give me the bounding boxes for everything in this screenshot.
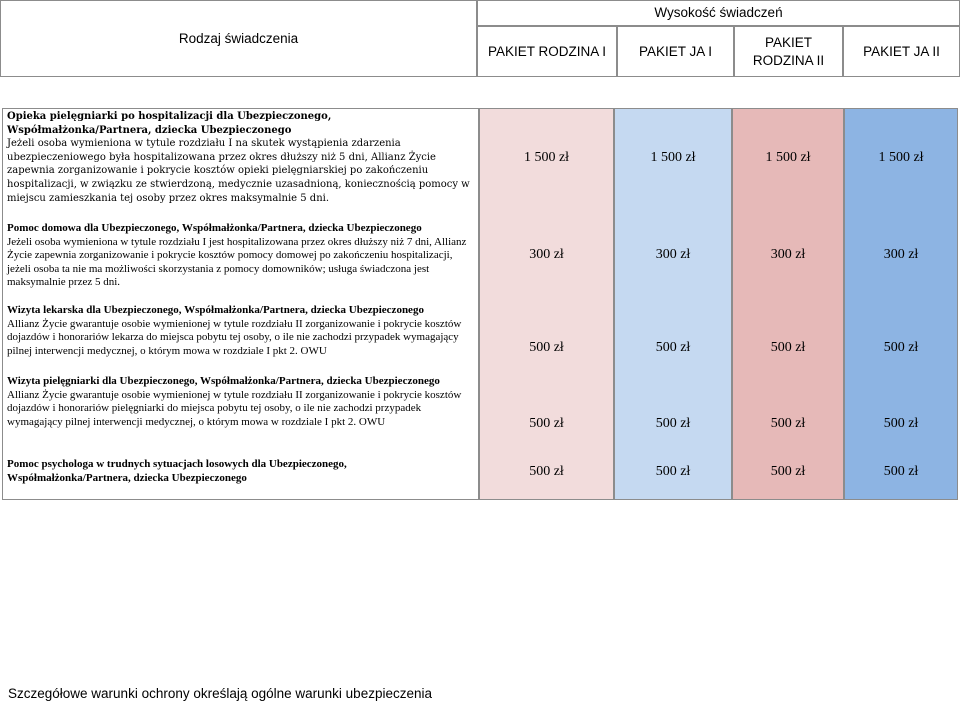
row-3-title: Wizyta lekarska dla Ubezpieczonego, Współmałżonka/Partnera, dziecka Ubezpieczonego: [7, 304, 424, 316]
row-3-text: [7, 304, 475, 358]
package-label-1: PAKIET RODZINA I: [487, 43, 607, 59]
footer-note: Szczegółowe warunki ochrony określają ogólne warunki ubezpieczenia: [8, 686, 432, 701]
row-2-text: [7, 222, 475, 290]
band-ja-2: [844, 108, 958, 500]
row-2-title: Pomoc domowa dla Ubezpieczonego, Współmałżonka/Partnera, dziecka Ubezpieczonego: [7, 222, 422, 234]
value-r3-c4: 500 zł: [883, 340, 919, 355]
band-rodzina-2: [732, 108, 844, 500]
package-label-3: PAKIET RODZINA II: [752, 34, 825, 68]
package-label-2: PAKIET JA I: [638, 43, 713, 59]
header-rodzaj: [0, 0, 477, 77]
band-rodzina-1: [479, 108, 614, 500]
value-r1-c3: 1 500 zł: [765, 150, 811, 165]
value-r3-c2: 500 zł: [655, 340, 691, 355]
band-ja-1: [614, 108, 732, 500]
row-1-desc: Jeżeli osoba wymieniona w tytule rozdziału I na skutek wystąpienia zdarzenia ubezpieczeniowego była hospitalizowana przez okres dłuższy niż 5 dni, Allianz Życie zapewnia zorganizowanie i pokrycie kosztów opieki pielęgniarskiej po zakończeniu hospitalizacji, w związku ze stwierdzoną, medycznie uzasadnioną, koniecznością pomocy w miejscu zamieszkania tej osoby przez okres maksymalnie 5 dni.: [7, 138, 470, 204]
row-1-text: [7, 110, 477, 205]
value-r4-c4: 500 zł: [883, 416, 919, 431]
value-r5-c2: 500 zł: [655, 464, 691, 479]
value-r2-c2: 300 zł: [655, 247, 691, 262]
package-header-3: [734, 26, 843, 77]
row-5-text: [7, 458, 475, 485]
row-4-title: Wizyta pielęgniarki dla Ubezpieczonego, Współmałżonka/Partnera, dziecka Ubezpieczonego: [7, 375, 440, 387]
header-wysokosc: [477, 0, 960, 26]
value-r2-c4: 300 zł: [883, 247, 919, 262]
row-1-title: Opieka pielęgniarki po hospitalizacji dla Ubezpieczonego, Współmałżonka/Partnera, dziecka Ubezpieczonego: [7, 111, 332, 136]
value-r4-c1: 500 zł: [529, 416, 564, 431]
value-r5-c4: 500 zł: [883, 464, 919, 479]
header-rodzaj-label: Rodzaj świadczenia: [178, 30, 299, 46]
value-r3-c3: 500 zł: [770, 340, 806, 355]
value-r1-c1: 1 500 zł: [523, 150, 570, 165]
value-r1-c4: 1 500 zł: [878, 150, 924, 165]
row-4-text: [7, 375, 475, 429]
value-r3-c1: 500 zł: [529, 340, 564, 355]
package-header-1: [477, 26, 617, 77]
row-2-desc: Jeżeli osoba wymieniona w tytule rozdziału I jest hospitalizowana przez okres dłuższy niż 7 dni, Allianz Życie zapewnia zorganizowanie i pokrycie kosztów pomocy domowej po zakończeniu hospitalizacji, jeżeli osoba ta nie ma możliwości skorzystania z pomocy domowników; usługa świadczona jest maksymalnie przez 5 dni.: [7, 235, 467, 288]
row-4-desc: Allianz Życie gwarantuje osobie wymienionej w tytule rozdziału II zorganizowanie i pokrycie kosztów dojazdów i honorariów pielęgniarki do miejsca pobytu tej osoby, o ile nie zachodzi przypadek wymagający pilnej interwencji medycznej, o którym mowa w rozdziale I pkt 2. OWU: [7, 388, 462, 428]
package-label-4: PAKIET JA II: [863, 43, 940, 59]
package-header-2: [617, 26, 734, 77]
row-3-desc: Allianz Życie gwarantuje osobie wymienionej w tytule rozdziału II zorganizowanie i pokrycie kosztów dojazdów i honorariów lekarza do miejsca pobytu tej osoby, o ile nie zachodzi przypadek wymagający pilnej interwencji medycznej, o którym mowa w rozdziale I pkt 2. OWU: [7, 317, 462, 357]
value-r2-c1: 300 zł: [529, 247, 564, 262]
value-r4-c3: 500 zł: [770, 416, 806, 431]
row-5-title: Pomoc psychologa w trudnych sytuacjach losowych dla Ubezpieczonego, Współmałżonka/Partnera, dziecka Ubezpieczonego: [7, 458, 347, 484]
value-r2-c3: 300 zł: [770, 247, 806, 262]
value-r4-c2: 500 zł: [655, 416, 691, 431]
header-wysokosc-label: Wysokość świadczeń: [654, 5, 783, 20]
value-r5-c3: 500 zł: [770, 464, 806, 479]
value-r5-c1: 500 zł: [529, 464, 564, 479]
package-header-4: [843, 26, 960, 77]
value-r1-c2: 1 500 zł: [650, 150, 696, 165]
